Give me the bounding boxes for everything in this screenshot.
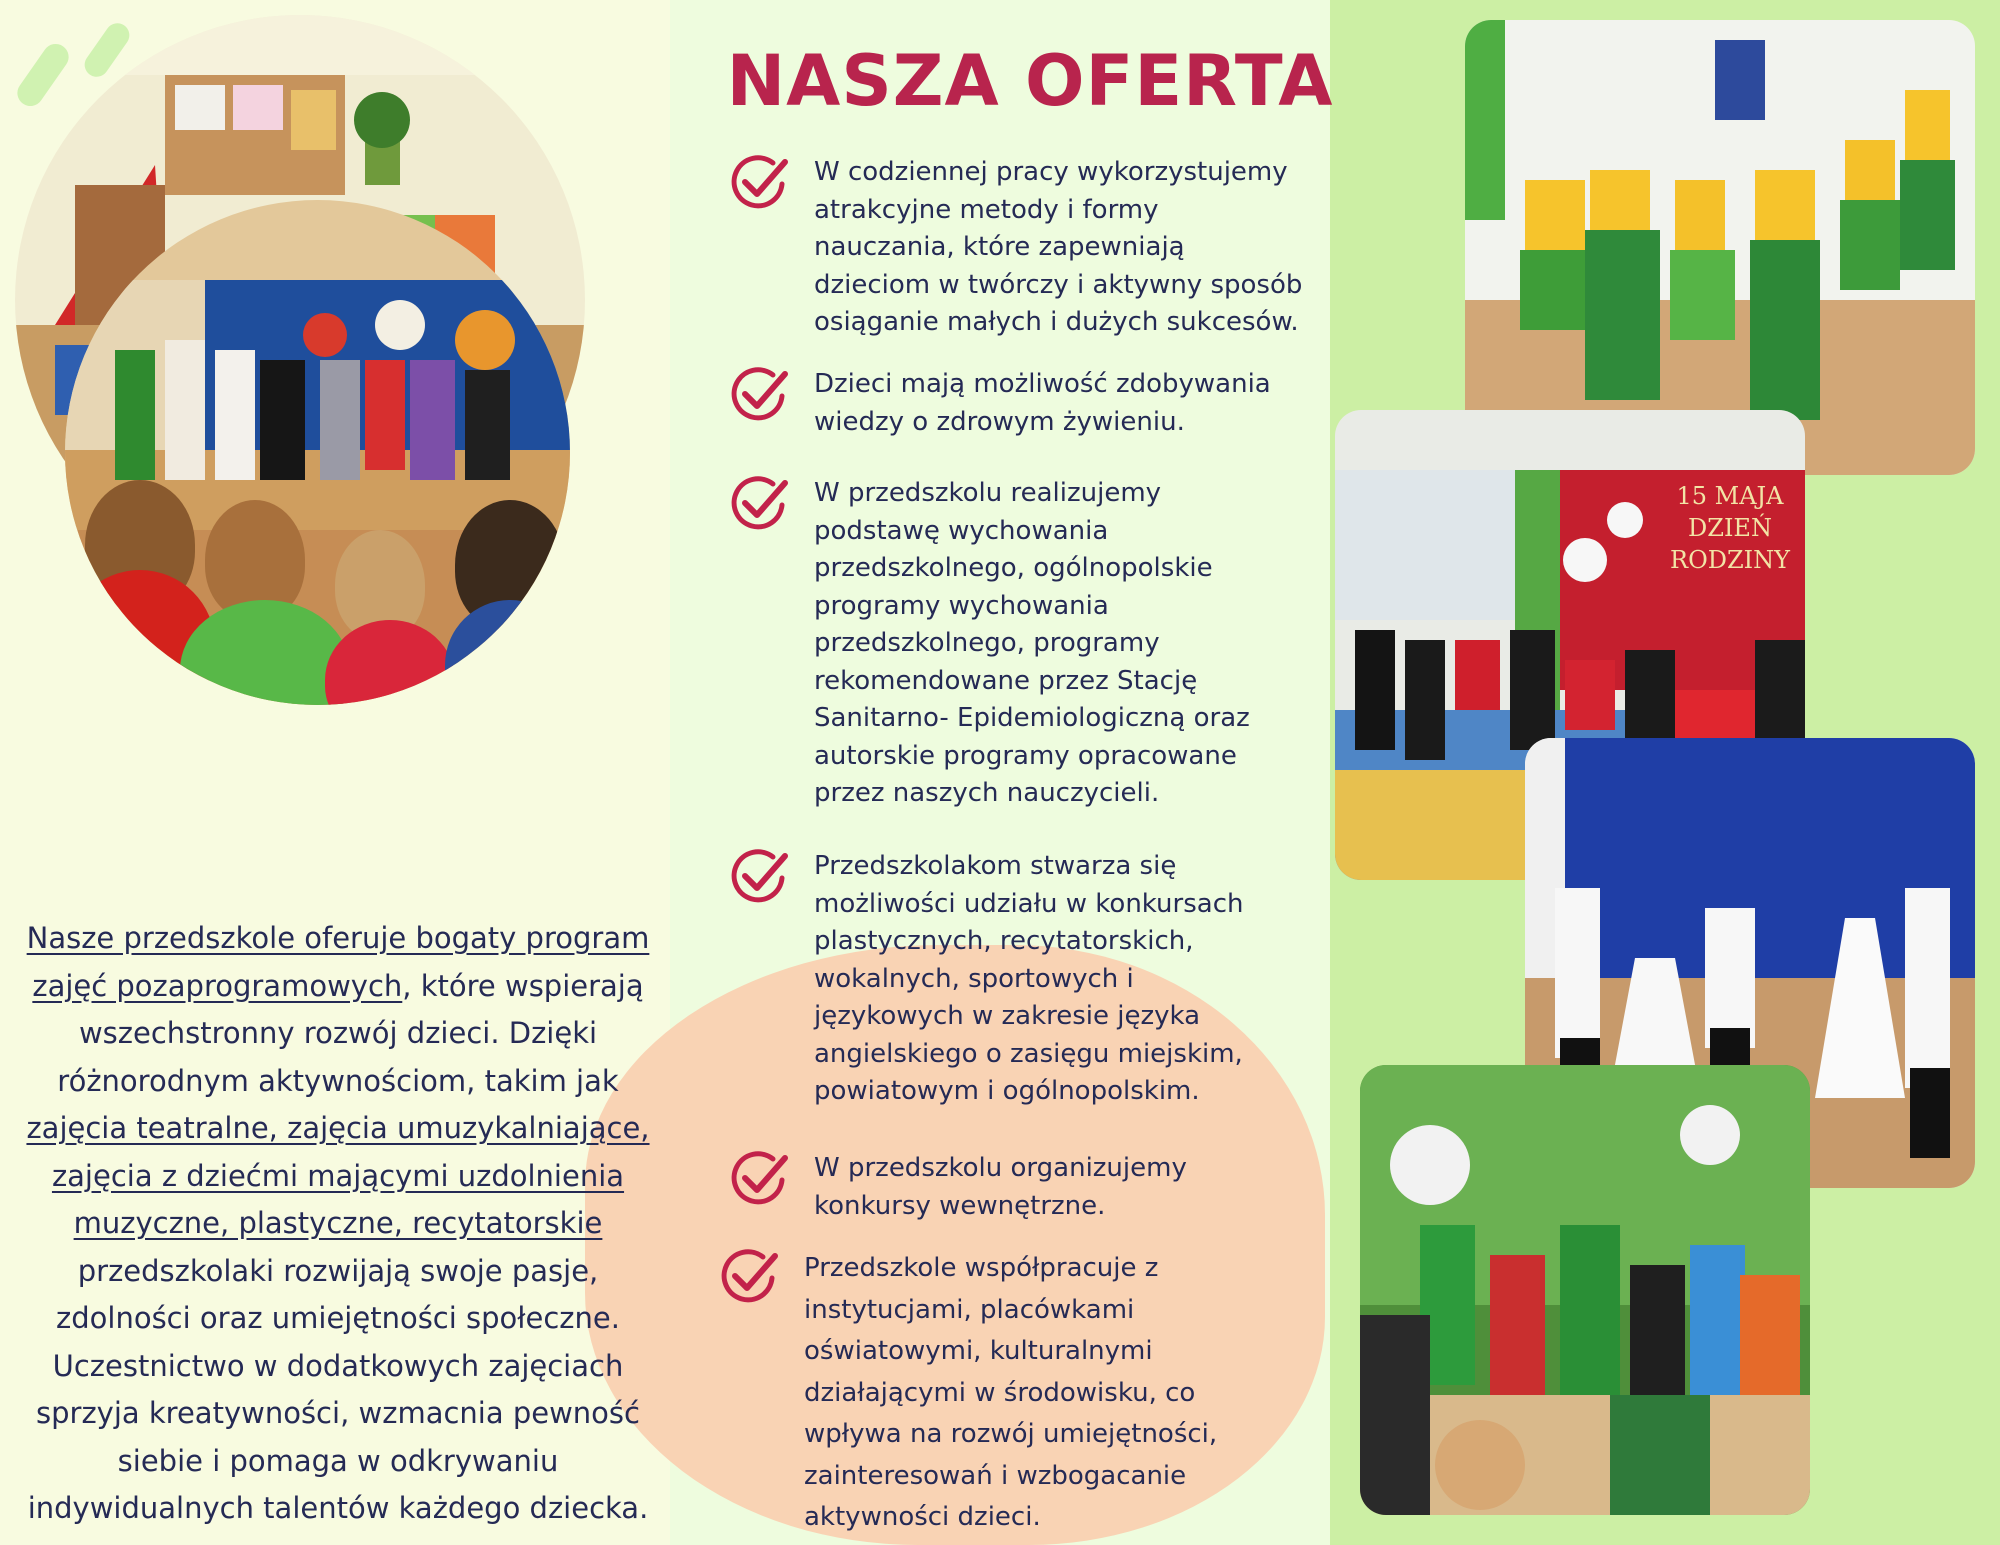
offer-item	[730, 475, 1340, 813]
checkmark-circle-icon	[730, 475, 792, 531]
program-description	[8, 915, 668, 1533]
underlined-phrase: Nasze przedszkole oferuje bogaty program	[26, 921, 650, 955]
offer-item	[730, 154, 1340, 342]
underlined-phrase: zajęć pozaprogramowych	[32, 968, 403, 1003]
offer-text: W przedszkolu organizujemy konkursy wewnętrzne.	[814, 1153, 1187, 1221]
underlined-phrase: zajęcia teatralne, zajęcia umuzykalniające, zajęcia z dziećmi mającymi uzdolnienia muzyczne, plastyczne, recytatorskie	[26, 1111, 650, 1240]
checkmark-circle-icon	[730, 1150, 792, 1206]
offer-item	[720, 1248, 1330, 1539]
photo-theater-rzepka	[65, 200, 570, 705]
page-title: NASZA OFERTA	[726, 40, 1334, 122]
paragraph-text: przedszkolaki rozwijają swoje pasje, zdolności oraz umiejętności społeczne. Uczestnictwo w dodatkowych zajęciach sprzyja kreatywności, wzmacnia pewność siebie i pomaga w odkrywaniu indywidualnych talentów każdego dziecka.	[27, 1253, 649, 1525]
offer-item	[730, 1150, 1340, 1225]
checkmark-circle-icon	[730, 366, 792, 422]
offer-text: W przedszkolu realizujemy podstawę wychowania przedszkolnego, ogólnopolskie programy wychowania przedszkolnego, programy rekomendowane przez Stację Sanitarno- Epidemiologiczną oraz autorskie programy opracowane przez naszych nauczycieli.	[814, 478, 1250, 808]
offer-text: Dzieci mają możliwość zdobywania wiedzy o zdrowym żywieniu.	[814, 369, 1271, 437]
offer-text: Przedszkole współpracuje z instytucjami, placówkami oświatowymi, kulturalnymi działającymi w środowisku, co wpływa na rozwój umiejętności, zainteresowań i wzbogacanie aktywności dzieci.	[804, 1253, 1218, 1532]
photo-dance-green	[1465, 20, 1975, 475]
offer-item	[730, 848, 1340, 1111]
checkmark-circle-icon	[730, 154, 792, 210]
offer-item	[730, 366, 1340, 441]
offer-text: Przedszkolakom stwarza się możliwości udziału w konkursach plastycznych, recytatorskich, wokalnych, sportowych i językowych w zakresie języka angielskiego o zasięgu miejskim, powiatowym i ogólnopolskim.	[814, 851, 1244, 1106]
paragraph-text: , które wspierają wszechstronny rozwój dzieci. Dzięki różnorodnym aktywnościom, takim jak	[57, 968, 644, 1098]
checkmark-circle-icon	[730, 848, 792, 904]
offer-text: W codziennej pracy wykorzystujemy atrakcyjne metody i formy nauczania, które zapewniają dzieciom w twórczy i aktywny sposób osiąganie małych i dużych sukcesów.	[814, 157, 1303, 337]
photo-costume-circle	[1360, 1065, 1810, 1515]
checkmark-circle-icon	[720, 1248, 782, 1304]
banner-family-day: 15 MAJA DZIEŃ RODZINY	[1670, 482, 1790, 574]
